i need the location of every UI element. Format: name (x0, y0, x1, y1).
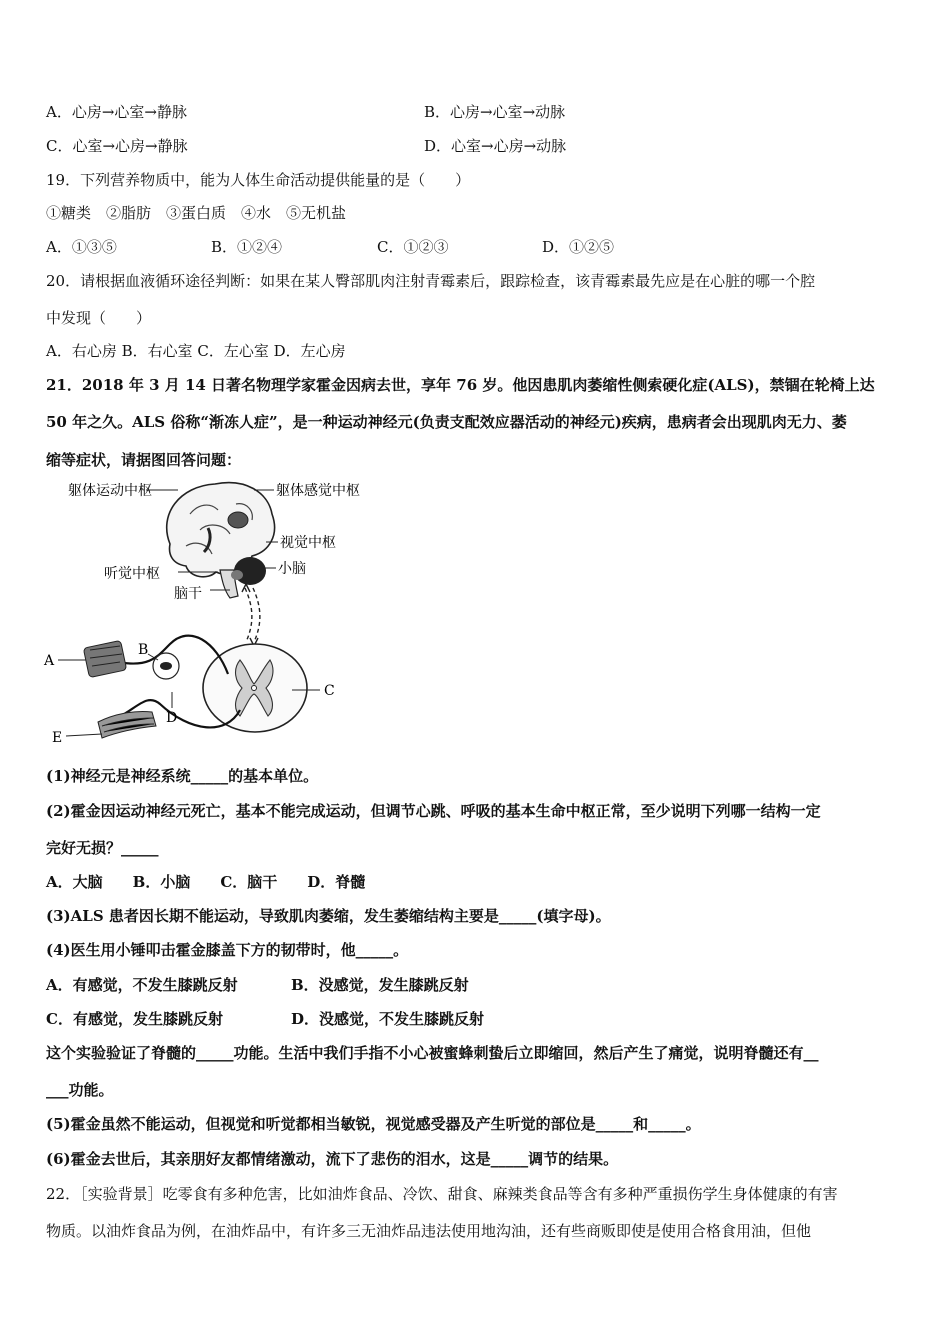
q22-stem-2: 物质。以油炸食品为例，在油炸品中，有许多三无油炸品违法使用地沟油，还有些商贩即使是使用合格食用油，但他 (46, 1222, 812, 1240)
nervous-system-diagram (40, 474, 380, 754)
label-e: E (52, 730, 63, 746)
q18-option-c: C．心室→心房→静脉 (46, 137, 188, 155)
q20-stem-1: 20．请根据血液循环途径判断：如果在某人臀部肌肉注射青霉素后，跟踪检查，该青霉素最先应是在心脏的哪一个腔 (46, 272, 816, 290)
q19-items: ①糖类 ②脂肪 ③蛋白质 ④水 ⑤无机盐 (46, 204, 347, 222)
q21-part-6: (6)霍金去世后，其亲朋好友都情绪激动，流下了悲伤的泪水，这是_____调节的结果。 (46, 1150, 619, 1168)
q18-option-row-1 (46, 102, 566, 122)
label-b: B (138, 642, 149, 658)
q21-part-3: (3)ALS 患者因长期不能运动，导致肌肉萎缩，发生萎缩结构主要是_____(填字母)。 (46, 907, 611, 925)
q21-part-2-options: A．大脑 B．小脑 C．脑干 D．脊髓 (46, 873, 366, 891)
q18-option-a: A．心房→心室→静脉 (46, 103, 187, 121)
receptor-block (83, 640, 126, 677)
label-c: C (324, 683, 335, 699)
label-auditory-center: 听觉中枢 (104, 566, 160, 582)
q21-part-4: (4)医生用小锤叩击霍金膝盖下方的韧带时，他_____。 (46, 941, 409, 959)
q21-stem-3: 缩等症状，请据图回答问题： (46, 451, 242, 469)
label-visual-center: 视觉中枢 (280, 535, 336, 551)
label-brainstem: 脑干 (174, 586, 202, 602)
q21-part-4-option-b: B．没感觉，发生膝跳反射 (291, 976, 469, 994)
q21-part-4-option-d: D．没感觉，不发生膝跳反射 (291, 1010, 485, 1028)
q21-part-2-line-2: 完好无损？_____ (46, 839, 159, 857)
q21-part-4-options-row-1 (46, 975, 469, 995)
sensory-area-shape (228, 512, 248, 528)
q21-stem-2: 50 年之久。ALS 俗称“渐冻人症”，是一种运动神经元(负责支配效应器活动的神经元)疾病，患病者会出现肌肉无力、萎 (46, 413, 847, 431)
q21-part-2-line-1: (2)霍金因运动神经元死亡，基本不能完成运动，但调节心跳、呼吸的基本生命中枢正常，至少说明下列哪一结构一定 (46, 802, 821, 820)
q21-part-4-tail-1: 这个实验验证了脊髓的_____功能。生活中我们手指不小心被蜜蜂刺蛰后立即缩回，然后产生了痛觉，说明脊髓还有__ (46, 1044, 819, 1062)
label-cerebellum: 小脑 (278, 561, 306, 577)
q19-option-d: D．①②⑤ (542, 238, 615, 256)
q21-part-4-options-row-2 (46, 1009, 485, 1029)
label-sensory-center: 躯体感觉中枢 (276, 483, 360, 499)
q21-part-1: (1)神经元是神经系统_____的基本单位。 (46, 767, 319, 785)
q19-option-c: C．①②③ (377, 238, 449, 256)
q21-part-4-option-a: A．有感觉，不发生膝跳反射 (46, 976, 238, 994)
q21-stem-1: 21．2018 年 3 月 14 日著名物理学家霍金因病去世，享年 76 岁。他因患肌肉萎缩性侧索硬化症(ALS)，禁锢在轮椅上达 (46, 376, 875, 394)
label-d: D (166, 710, 178, 726)
q18-option-d: D．心室→心房→动脉 (424, 137, 567, 155)
q18-option-row-2 (46, 136, 567, 156)
label-motor-center: 躯体运动中枢 (68, 483, 152, 499)
label-a: A (44, 653, 55, 669)
q19-options (46, 237, 615, 257)
q21-part-4-tail-2: ___功能。 (46, 1081, 114, 1099)
q22-stem-1: 22．［实验背景］吃零食有多种危害，比如油炸食品、冷饮、甜食、麻辣类食品等含有多种严重损伤学生身体健康的有害 (46, 1185, 838, 1203)
q19-option-b: B．①②④ (211, 238, 283, 256)
q21-part-5: (5)霍金虽然不能运动，但视觉和听觉都相当敏锐，视觉感受器及产生听觉的部位是_____和_____。 (46, 1115, 701, 1133)
q18-option-b: B．心房→心室→动脉 (424, 103, 566, 121)
q20-stem-2: 中发现（ ） (46, 309, 152, 327)
q19-option-a: A．①③⑤ (46, 238, 117, 256)
q19-stem: 19．下列营养物质中，能为人体生命活动提供能量的是（ ） (46, 171, 471, 189)
q20-options: A．右心房 B．右心室 C．左心室 D．左心房 (46, 342, 346, 360)
q21-part-4-option-c: C．有感觉，发生膝跳反射 (46, 1010, 223, 1028)
